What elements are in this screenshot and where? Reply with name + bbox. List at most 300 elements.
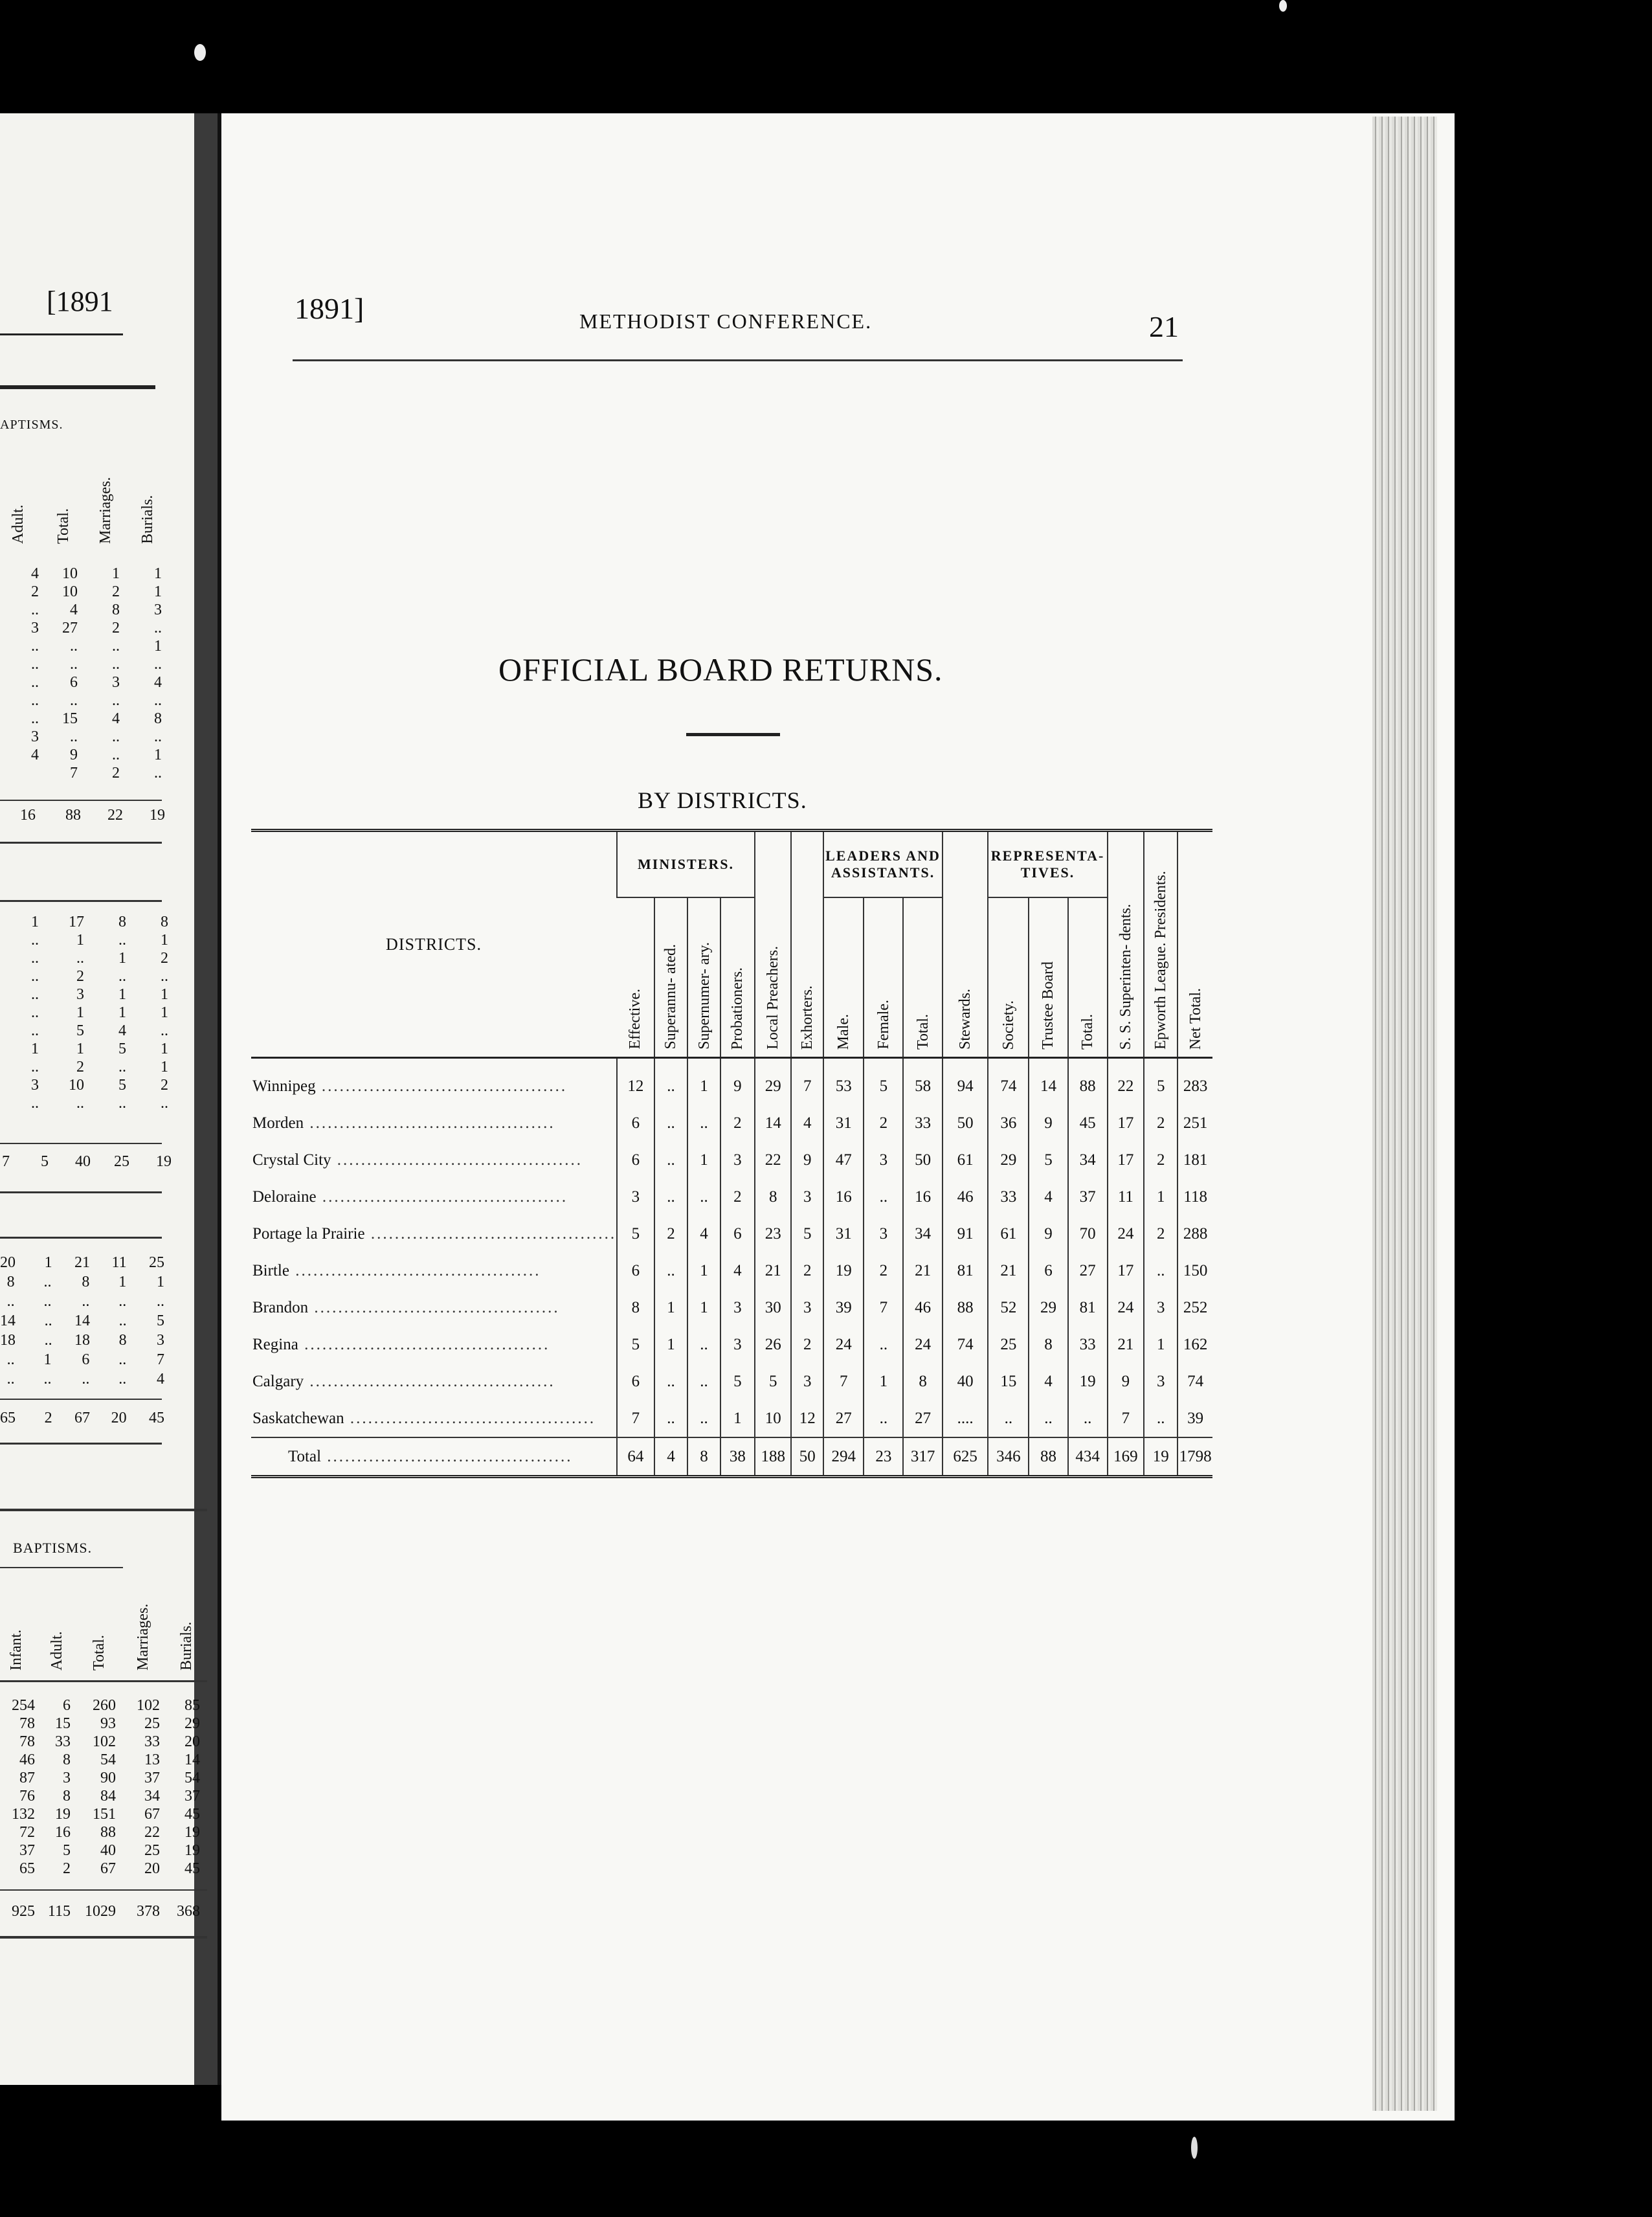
table-cell: 2: [720, 1178, 755, 1215]
table-cell: 33: [988, 1178, 1029, 1215]
table-cell: 88: [943, 1289, 988, 1326]
table-cell: 3: [791, 1363, 823, 1400]
left-top-bottom-rule: [0, 842, 162, 844]
table-cell: 1: [687, 1252, 720, 1289]
table-cell: 22: [755, 1142, 791, 1178]
table-cell: 346: [988, 1437, 1029, 1477]
table-cell: 14: [0, 1312, 16, 1329]
left-mid-total-4: 25: [114, 1153, 129, 1170]
table-cell: 2: [1144, 1142, 1178, 1178]
col-header-local-preachers: Local Preachers.: [755, 831, 791, 1058]
table-cell: 6: [82, 1351, 90, 1368]
left-page-table-rule: [0, 385, 155, 389]
table-cell: 378: [137, 1903, 160, 1920]
left-lower-table: [0, 1253, 168, 1389]
table-cell: ..: [118, 1371, 127, 1388]
table-cell: 6: [617, 1105, 654, 1142]
table-cell: 67: [100, 1860, 116, 1877]
table-cell: 38: [720, 1437, 755, 1477]
table-cell: 162: [1178, 1326, 1212, 1363]
table-cell: 5: [157, 1312, 164, 1329]
table-cell: 3: [720, 1289, 755, 1326]
table-cell: 29: [755, 1058, 791, 1105]
title-rule: [686, 733, 780, 736]
table-cell: 8: [6, 1274, 15, 1290]
table-cell: ..: [654, 1178, 688, 1215]
table-cell: ..: [82, 1371, 90, 1388]
table-cell: 151: [93, 1806, 116, 1823]
table-cell: 16: [903, 1178, 943, 1215]
table-cell: 74: [1178, 1363, 1212, 1400]
table-cell: ..: [654, 1400, 688, 1437]
table-cell: 9: [1029, 1105, 1067, 1142]
table-cell: 85: [184, 1697, 200, 1714]
table-cell: ..: [43, 1371, 52, 1388]
table-cell: 3: [157, 1332, 164, 1349]
left-bottom-top-rule: [0, 1509, 207, 1511]
table-cell: 88: [1029, 1437, 1067, 1477]
table-cell: 6: [617, 1252, 654, 1289]
table-cell: 115: [47, 1903, 71, 1920]
table-cell: 36: [988, 1105, 1029, 1142]
table-cell: ..: [44, 1332, 52, 1349]
table-cell: 30: [755, 1289, 791, 1326]
table-cell: 19: [184, 1842, 200, 1859]
table-cell: 9: [791, 1142, 823, 1178]
table-cell: 252: [1178, 1289, 1212, 1326]
table-cell: 1: [654, 1289, 688, 1326]
table-cell: 4: [654, 1437, 688, 1477]
table-cell: 12: [791, 1400, 823, 1437]
table-cell: 9: [1029, 1215, 1067, 1252]
table-row: [0, 1715, 207, 1733]
table-cell: 19: [55, 1806, 71, 1823]
table-row: [251, 1215, 1212, 1252]
table-cell: 21: [903, 1252, 943, 1289]
table-cell: 19: [1068, 1363, 1108, 1400]
table-cell: 19: [184, 1824, 200, 1841]
table-cell: 6: [720, 1215, 755, 1252]
table-cell: 4: [791, 1105, 823, 1142]
table-cell: 7: [617, 1400, 654, 1437]
table-cell: 5: [791, 1215, 823, 1252]
table-cell: 33: [55, 1733, 71, 1750]
table-cell: 24: [823, 1326, 864, 1363]
table-cell: 54: [100, 1751, 116, 1768]
table-row: [251, 1058, 1212, 1105]
page-edge: [1372, 117, 1437, 2111]
table-cell: 21: [988, 1252, 1029, 1289]
table-cell: 52: [988, 1289, 1029, 1326]
table-cell: 45: [149, 1410, 164, 1426]
table-cell: 27: [903, 1400, 943, 1437]
table-cell: 40: [100, 1842, 116, 1859]
table-row: [0, 1733, 207, 1751]
col-header-representatives-total: Total.: [1068, 897, 1108, 1058]
table-cell: ..: [654, 1105, 688, 1142]
table-cell: ..: [44, 1312, 52, 1329]
table-cell: 65: [0, 1410, 16, 1426]
table-cell: 5: [864, 1058, 903, 1105]
table-cell: 6: [617, 1142, 654, 1178]
table-cell: 8: [1029, 1326, 1067, 1363]
table-cell: 2: [44, 1410, 52, 1426]
table-cell: 14: [1029, 1058, 1067, 1105]
left-bottom-end-rule: [0, 1936, 207, 1939]
table-cell: 260: [93, 1697, 116, 1714]
table-cell: 11: [111, 1254, 127, 1271]
table-cell: 1: [864, 1363, 903, 1400]
left-top-total-rule: [0, 800, 162, 801]
table-cell: 7: [157, 1351, 164, 1368]
table-cell: 1: [157, 1274, 164, 1290]
table-cell: 37: [19, 1842, 35, 1859]
table-cell: 15: [55, 1715, 71, 1732]
table-cell: 45: [1068, 1105, 1108, 1142]
table-cell: 3: [1144, 1289, 1178, 1326]
table-cell: 91: [943, 1215, 988, 1252]
table-cell: 1: [44, 1254, 52, 1271]
table-cell: 9: [720, 1058, 755, 1105]
official-board-table: [251, 829, 1212, 1478]
table-cell: 2: [1144, 1105, 1178, 1142]
representatives-group-header: REPRESENTA- TIVES.: [988, 831, 1107, 898]
table-cell: 74: [988, 1058, 1029, 1105]
table-cell: 31: [823, 1215, 864, 1252]
table-row: [0, 1841, 207, 1860]
scan-speck: [1191, 2137, 1198, 2159]
left-bottom-totals: [0, 1898, 207, 1924]
table-cell: 2: [654, 1215, 688, 1252]
table-cell: 87: [19, 1770, 35, 1786]
table-cell: ..: [1144, 1252, 1178, 1289]
table-cell: 22: [144, 1824, 160, 1841]
col-header-ss-superintendents: S. S. Superinten- dents.: [1108, 831, 1144, 1058]
table-cell: 13: [144, 1751, 160, 1768]
left-top-total-marriages: 22: [107, 807, 123, 824]
left-top-group-label: APTISMS.: [0, 418, 63, 432]
table-cell: 8: [687, 1437, 720, 1477]
col-header-trustee-board: Trustee Board: [1029, 897, 1067, 1058]
district-name: Regina .........................................: [252, 1335, 550, 1353]
table-cell: 40: [943, 1363, 988, 1400]
col-header-exhorters: Exhorters.: [791, 831, 823, 1058]
table-cell: 4: [720, 1252, 755, 1289]
table-cell: 2: [720, 1105, 755, 1142]
table-cell: ..: [988, 1400, 1029, 1437]
left-top-total-total: 88: [65, 807, 81, 824]
table-cell: ....: [943, 1400, 988, 1437]
table-cell: 16: [823, 1178, 864, 1215]
table-cell: ..: [43, 1274, 52, 1290]
table-cell: 283: [1178, 1058, 1212, 1105]
table-cell: ..: [1068, 1400, 1108, 1437]
left-low-top-rule: [0, 1237, 162, 1239]
table-row: [251, 1363, 1212, 1400]
table-cell: 3: [720, 1142, 755, 1178]
table-cell: ..: [654, 1252, 688, 1289]
left-mid-col-2: 17 1 .. 2 3 1 5 1 2 10 ..: [69, 914, 84, 1112]
table-cell: 3: [864, 1215, 903, 1252]
table-cell: 8: [63, 1751, 71, 1768]
col-header-effective: Effective.: [617, 897, 654, 1058]
col-header-stewards: Stewards.: [943, 831, 988, 1058]
table-cell: 1798: [1178, 1437, 1212, 1477]
table-cell: 21: [755, 1252, 791, 1289]
table-cell: ..: [654, 1142, 688, 1178]
district-name: Calgary .........................................: [252, 1372, 555, 1390]
table-cell: 23: [864, 1437, 903, 1477]
left-bottom-header-rule: [0, 1680, 207, 1682]
table-cell: 67: [144, 1806, 160, 1823]
table-cell: 39: [1178, 1400, 1212, 1437]
table-cell: 65: [19, 1860, 35, 1877]
header-year: 1891]: [295, 292, 364, 325]
table-row: [251, 1400, 1212, 1437]
table-cell: 24: [1108, 1215, 1144, 1252]
table-cell: 18: [0, 1332, 16, 1349]
table-cell: 3: [720, 1326, 755, 1363]
left-mid-top-rule: [0, 900, 162, 902]
table-cell: 1: [687, 1058, 720, 1105]
left-low-total-rule: [0, 1399, 162, 1400]
table-cell: 254: [12, 1697, 35, 1714]
table-cell: 25: [144, 1715, 160, 1732]
table-cell: ..: [687, 1363, 720, 1400]
table-cell: 25: [149, 1254, 164, 1271]
table-cell: 37: [184, 1788, 200, 1805]
table-cell: 47: [823, 1142, 864, 1178]
table-cell: 61: [988, 1215, 1029, 1252]
table-cell: 81: [1068, 1289, 1108, 1326]
table-cell: 1: [687, 1142, 720, 1178]
table-cell: 8: [118, 1332, 127, 1349]
table-cell: 17: [1108, 1252, 1144, 1289]
table-row: [251, 1252, 1212, 1289]
table-cell: ..: [1144, 1400, 1178, 1437]
table-cell: 368: [177, 1903, 200, 1920]
table-cell: ..: [43, 1293, 52, 1310]
table-cell: 5: [720, 1363, 755, 1400]
table-cell: 118: [1178, 1178, 1212, 1215]
table-cell: 24: [903, 1326, 943, 1363]
col-header-probationers: Probationers.: [720, 897, 755, 1058]
table-cell: ..: [864, 1400, 903, 1437]
left-top-header-burials: Burials.: [139, 495, 156, 544]
left-lower-totals: [0, 1405, 168, 1431]
col-header-leaders-total: Total.: [903, 897, 943, 1058]
districts-header: DISTRICTS.: [251, 831, 617, 1058]
table-cell: 17: [1108, 1142, 1144, 1178]
table-cell: 10: [755, 1400, 791, 1437]
table-cell: 46: [903, 1289, 943, 1326]
table-cell: 294: [823, 1437, 864, 1477]
left-mid-col-1: 1 .. .. .. .. .. .. 1 .. 3 ..: [31, 914, 39, 1112]
table-cell: 54: [184, 1770, 200, 1786]
table-cell: 4: [687, 1215, 720, 1252]
table-cell: 14: [184, 1751, 200, 1768]
table-cell: 18: [74, 1332, 90, 1349]
table-cell: 2: [63, 1860, 71, 1877]
table-cell: 37: [144, 1770, 160, 1786]
table-cell: 5: [1144, 1058, 1178, 1105]
table-cell: 70: [1068, 1215, 1108, 1252]
table-cell: 5: [1029, 1142, 1067, 1178]
table-cell: 31: [823, 1105, 864, 1142]
district-name: Brandon .........................................: [252, 1298, 560, 1316]
district-name: Deloraine .........................................: [252, 1187, 568, 1206]
table-cell: 1: [654, 1326, 688, 1363]
left-top-col-adult: 4 2 .. 3 .. .. .. .. .. 3 4: [31, 565, 39, 763]
table-cell: 434: [1068, 1437, 1108, 1477]
table-cell: ..: [6, 1371, 15, 1388]
table-cell: 46: [943, 1178, 988, 1215]
table-cell: 21: [74, 1254, 90, 1271]
table-cell: 3: [63, 1770, 71, 1786]
table-cell: ..: [118, 1351, 127, 1368]
total-row: [251, 1437, 1212, 1477]
left-top-header-adult: Adult.: [10, 504, 27, 544]
table-row: [0, 1253, 168, 1272]
table-cell: 6: [617, 1363, 654, 1400]
table-cell: 50: [903, 1142, 943, 1178]
header-rule: [293, 359, 1183, 361]
table-cell: 1: [1144, 1326, 1178, 1363]
table-cell: 94: [943, 1058, 988, 1105]
table-cell: 1: [118, 1274, 127, 1290]
table-cell: 46: [19, 1751, 35, 1768]
table-cell: 6: [63, 1697, 71, 1714]
table-cell: 20: [184, 1733, 200, 1750]
table-cell: 19: [823, 1252, 864, 1289]
table-cell: ..: [654, 1058, 688, 1105]
table-cell: ..: [157, 1293, 164, 1310]
table-cell: 4: [1029, 1363, 1067, 1400]
table-cell: 20: [0, 1254, 16, 1271]
table-cell: 8: [617, 1289, 654, 1326]
table-cell: 17: [1108, 1105, 1144, 1142]
table-cell: ..: [687, 1400, 720, 1437]
left-mid-col-3: 8 .. 1 .. 1 1 4 5 .. 5 ..: [118, 914, 126, 1112]
table-cell: 8: [82, 1274, 90, 1290]
table-cell: 317: [903, 1437, 943, 1477]
left-mid-total-3: 40: [75, 1153, 91, 1170]
table-cell: 20: [111, 1410, 127, 1426]
table-cell: 34: [1068, 1142, 1108, 1178]
table-cell: 1: [720, 1400, 755, 1437]
table-cell: 2: [791, 1326, 823, 1363]
table-cell: 3: [864, 1142, 903, 1178]
left-bottom-header-adult: Adult.: [49, 1631, 65, 1671]
table-cell: 5: [617, 1326, 654, 1363]
table-cell: ..: [6, 1351, 15, 1368]
left-low-bottom-rule: [0, 1443, 162, 1445]
table-cell: ..: [6, 1293, 15, 1310]
left-top-total-adult: 16: [20, 807, 36, 824]
left-mid-bottom-rule: [0, 1191, 162, 1193]
table-cell: 76: [19, 1788, 35, 1805]
table-cell: 29: [1029, 1289, 1067, 1326]
left-page-year: [1891: [47, 286, 113, 317]
table-row: [0, 1350, 168, 1369]
scan-speck: [1279, 0, 1287, 12]
table-cell: 288: [1178, 1215, 1212, 1252]
left-bottom-header-infant: Infant.: [8, 1629, 25, 1671]
table-cell: 21: [1108, 1326, 1144, 1363]
left-bottom-header-total: Total.: [91, 1635, 107, 1671]
page-number: 21: [1149, 310, 1179, 343]
table-cell: 19: [1144, 1437, 1178, 1477]
table-cell: ..: [687, 1326, 720, 1363]
table-cell: 15: [988, 1363, 1029, 1400]
table-cell: 33: [903, 1105, 943, 1142]
col-header-male: Male.: [823, 897, 864, 1058]
table-row: [0, 1311, 168, 1331]
table-row: [251, 1142, 1212, 1178]
table-cell: 78: [19, 1733, 35, 1750]
table-cell: 7: [864, 1289, 903, 1326]
table-cell: 5: [63, 1842, 71, 1859]
table-cell: 23: [755, 1215, 791, 1252]
table-cell: 132: [12, 1806, 35, 1823]
table-cell: 2: [864, 1105, 903, 1142]
table-cell: 39: [823, 1289, 864, 1326]
table-cell: 24: [1108, 1289, 1144, 1326]
table-cell: 34: [903, 1215, 943, 1252]
table-row: [0, 1787, 207, 1805]
left-bottom-table: [0, 1696, 207, 1878]
table-cell: 61: [943, 1142, 988, 1178]
table-body: [251, 1058, 1212, 1477]
left-bottom-group-label: BAPTISMS.: [13, 1540, 93, 1556]
table-cell: 78: [19, 1715, 35, 1732]
table-row: [0, 1823, 207, 1841]
table-cell: 9: [1108, 1363, 1144, 1400]
table-cell: ..: [118, 1312, 127, 1329]
table-cell: ..: [1029, 1400, 1067, 1437]
running-title: METHODIST CONFERENCE.: [579, 309, 873, 333]
table-cell: 29: [988, 1142, 1029, 1178]
table-row: [251, 1326, 1212, 1363]
table-row: [0, 1751, 207, 1769]
table-cell: 33: [144, 1733, 160, 1750]
totals-row: [0, 1898, 207, 1924]
table-cell: 26: [755, 1326, 791, 1363]
left-mid-col-4: 8 1 2 .. 1 1 .. 1 1 2 ..: [161, 914, 168, 1112]
table-row: [0, 1331, 168, 1350]
table-cell: 64: [617, 1437, 654, 1477]
table-row: [0, 1805, 207, 1823]
table-cell: 74: [943, 1326, 988, 1363]
col-header-supernumerary: Supernumer- ary.: [687, 897, 720, 1058]
table-cell: 2: [864, 1252, 903, 1289]
table-cell: 27: [1068, 1252, 1108, 1289]
table-cell: 8: [63, 1788, 71, 1805]
table-cell: 7: [823, 1363, 864, 1400]
col-header-female: Female.: [864, 897, 903, 1058]
table-cell: 84: [100, 1788, 116, 1805]
table-cell: 7: [791, 1058, 823, 1105]
left-top-header-marriages: Marriages.: [97, 477, 114, 544]
totals-row: [0, 1405, 168, 1431]
table-cell: 37: [1068, 1178, 1108, 1215]
table-cell: ..: [687, 1178, 720, 1215]
table-cell: 27: [823, 1400, 864, 1437]
table-cell: 251: [1178, 1105, 1212, 1142]
table-cell: 88: [100, 1824, 116, 1841]
table-cell: 33: [1068, 1326, 1108, 1363]
table-cell: 1: [687, 1289, 720, 1326]
